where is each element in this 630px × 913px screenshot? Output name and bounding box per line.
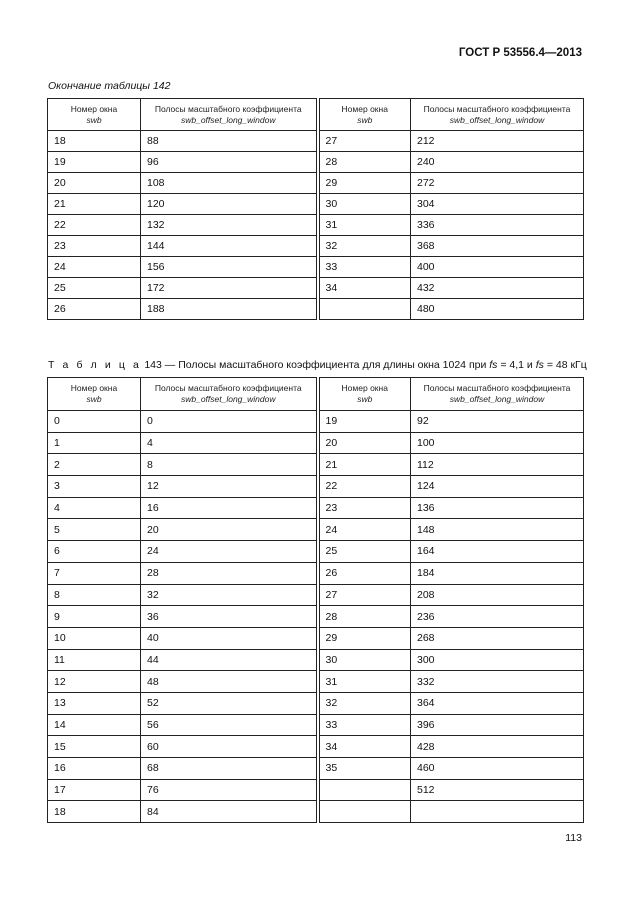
table-row: [48, 194, 584, 215]
cell-band-offset: 268: [411, 627, 584, 649]
cell-band-offset: 208: [411, 584, 584, 606]
table-row: [48, 627, 584, 649]
cell-window-number: 23: [48, 236, 141, 257]
cell-window-number: 21: [48, 194, 141, 215]
column-header-bands: [141, 99, 318, 131]
cell-band-offset: [411, 801, 584, 823]
cell-band-offset: 132: [141, 215, 318, 236]
cell-window-number: 7: [48, 562, 141, 584]
table-header-row: [48, 99, 584, 131]
table-row: [48, 692, 584, 714]
standard-designation: ГОСТ Р 53556.4—2013: [458, 47, 582, 59]
cell-band-offset: 400: [411, 257, 584, 278]
column-header-label: Полосы масштабного коэффициента: [154, 383, 302, 393]
table-row: [48, 152, 584, 173]
table-row: [48, 236, 584, 257]
cell-window-number: 17: [48, 779, 141, 801]
cell-window-number: 3: [48, 476, 141, 498]
table-row: [48, 714, 584, 736]
cell-band-offset: 212: [411, 131, 584, 152]
cell-window-number: 12: [48, 671, 141, 693]
column-header-bands: [411, 378, 584, 411]
cell-window-number: 34: [318, 736, 411, 758]
cell-window-number: 27: [318, 584, 411, 606]
cell-band-offset: 304: [411, 194, 584, 215]
cell-band-offset: 48: [141, 671, 318, 693]
table-row: [48, 584, 584, 606]
column-header-window-number: [318, 99, 411, 131]
column-header-variable: swb_offset_long_window: [449, 114, 545, 125]
cell-band-offset: 88: [141, 131, 318, 152]
cell-band-offset: 428: [411, 736, 584, 758]
cell-window-number: 16: [48, 758, 141, 780]
cell-band-offset: 56: [141, 714, 318, 736]
caption-fs-variable: fs: [489, 359, 498, 371]
table-row: [48, 131, 584, 152]
cell-window-number: [318, 801, 411, 823]
table-row: [48, 519, 584, 541]
cell-window-number: 28: [318, 606, 411, 628]
cell-band-offset: 108: [141, 173, 318, 194]
table-row: [48, 541, 584, 563]
column-header-variable: swb_offset_long_window: [180, 394, 276, 404]
cell-band-offset: 28: [141, 562, 318, 584]
cell-window-number: 13: [48, 692, 141, 714]
column-header-window-number: [318, 378, 411, 411]
cell-window-number: 26: [318, 562, 411, 584]
cell-band-offset: 272: [411, 173, 584, 194]
cell-window-number: 32: [318, 236, 411, 257]
cell-band-offset: 396: [411, 714, 584, 736]
cell-band-offset: 368: [411, 236, 584, 257]
table-142: [47, 98, 584, 320]
cell-band-offset: 188: [141, 299, 318, 320]
column-header-variable: swb_offset_long_window: [449, 394, 545, 404]
cell-band-offset: 164: [411, 541, 584, 563]
column-header-label: Номер окна: [341, 383, 388, 393]
cell-band-offset: 40: [141, 627, 318, 649]
cell-window-number: 24: [318, 519, 411, 541]
caption-fs-variable: fs: [535, 359, 544, 371]
cell-window-number: 22: [48, 215, 141, 236]
column-header-label: Номер окна: [70, 103, 118, 114]
cell-window-number: 9: [48, 606, 141, 628]
column-header-variable: swb: [86, 394, 102, 404]
cell-band-offset: 76: [141, 779, 318, 801]
cell-window-number: 10: [48, 627, 141, 649]
cell-band-offset: 120: [141, 194, 318, 215]
cell-band-offset: 124: [411, 476, 584, 498]
cell-band-offset: 512: [411, 779, 584, 801]
table-row: [48, 671, 584, 693]
caption-fs-value: = 48 кГц: [546, 359, 587, 371]
table-row: [48, 476, 584, 498]
cell-band-offset: 24: [141, 541, 318, 563]
cell-band-offset: 36: [141, 606, 318, 628]
table-row: [48, 278, 584, 299]
column-header-variable: swb: [357, 114, 373, 125]
cell-band-offset: 12: [141, 476, 318, 498]
cell-window-number: [318, 299, 411, 320]
table-143-caption: [48, 359, 587, 371]
column-header-variable: swb: [86, 114, 102, 125]
cell-band-offset: 184: [411, 562, 584, 584]
column-header-label: Полосы масштабного коэффициента: [154, 103, 302, 114]
table-143-body: [48, 411, 584, 823]
table-row: [48, 432, 584, 454]
cell-window-number: 23: [318, 497, 411, 519]
column-header-variable: swb_offset_long_window: [180, 114, 276, 125]
table-row: [48, 215, 584, 236]
cell-window-number: 33: [318, 257, 411, 278]
cell-band-offset: 332: [411, 671, 584, 693]
column-header-bands: [141, 378, 318, 411]
column-header-label: Полосы масштабного коэффициента: [423, 103, 571, 114]
table-row: [48, 454, 584, 476]
cell-window-number: 27: [318, 131, 411, 152]
column-header-bands: [411, 99, 584, 131]
cell-window-number: 19: [48, 152, 141, 173]
table-row: [48, 758, 584, 780]
cell-band-offset: 240: [411, 152, 584, 173]
cell-window-number: 29: [318, 627, 411, 649]
cell-band-offset: 52: [141, 692, 318, 714]
cell-band-offset: 156: [141, 257, 318, 278]
table-row: [48, 411, 584, 433]
table-label: Т а б л и ц а: [48, 359, 142, 371]
cell-band-offset: 432: [411, 278, 584, 299]
cell-window-number: 28: [318, 152, 411, 173]
cell-window-number: 22: [318, 476, 411, 498]
table-row: [48, 606, 584, 628]
cell-band-offset: 136: [411, 497, 584, 519]
cell-window-number: 15: [48, 736, 141, 758]
cell-window-number: 24: [48, 257, 141, 278]
cell-band-offset: 0: [141, 411, 318, 433]
cell-band-offset: 20: [141, 519, 318, 541]
cell-band-offset: 300: [411, 649, 584, 671]
cell-window-number: 30: [318, 649, 411, 671]
table-row: [48, 649, 584, 671]
table-row: [48, 736, 584, 758]
cell-window-number: 2: [48, 454, 141, 476]
table-title: 143 — Полосы масштабного коэффициента для длины окна 1024 при: [144, 359, 487, 371]
cell-band-offset: 148: [411, 519, 584, 541]
cell-window-number: 6: [48, 541, 141, 563]
cell-band-offset: 16: [141, 497, 318, 519]
cell-window-number: 31: [318, 671, 411, 693]
column-header-label: Номер окна: [341, 103, 388, 114]
cell-band-offset: 92: [411, 411, 584, 433]
cell-band-offset: 100: [411, 432, 584, 454]
cell-window-number: 0: [48, 411, 141, 433]
cell-band-offset: 60: [141, 736, 318, 758]
column-header-variable: swb: [357, 394, 373, 404]
table-142-continuation-caption: Окончание таблицы 142: [48, 80, 171, 92]
table-row: [48, 257, 584, 278]
caption-fs-value: = 4,1 и: [500, 359, 533, 371]
cell-band-offset: 364: [411, 692, 584, 714]
cell-window-number: 14: [48, 714, 141, 736]
cell-window-number: 25: [48, 278, 141, 299]
cell-window-number: 25: [318, 541, 411, 563]
cell-band-offset: 172: [141, 278, 318, 299]
cell-window-number: 33: [318, 714, 411, 736]
column-header-label: Полосы масштабного коэффициента: [423, 383, 571, 393]
cell-band-offset: 68: [141, 758, 318, 780]
cell-band-offset: 8: [141, 454, 318, 476]
table-row: [48, 173, 584, 194]
cell-window-number: 4: [48, 497, 141, 519]
cell-window-number: 11: [48, 649, 141, 671]
cell-window-number: 26: [48, 299, 141, 320]
cell-window-number: 21: [318, 454, 411, 476]
cell-band-offset: 32: [141, 584, 318, 606]
cell-window-number: 31: [318, 215, 411, 236]
cell-band-offset: 236: [411, 606, 584, 628]
table-143: [47, 377, 584, 823]
cell-window-number: 30: [318, 194, 411, 215]
cell-band-offset: 336: [411, 215, 584, 236]
cell-band-offset: 480: [411, 299, 584, 320]
cell-band-offset: 460: [411, 758, 584, 780]
cell-window-number: 20: [318, 432, 411, 454]
table-row: [48, 497, 584, 519]
cell-window-number: 18: [48, 131, 141, 152]
cell-window-number: 1: [48, 432, 141, 454]
cell-window-number: 20: [48, 173, 141, 194]
page-number: 113: [565, 832, 582, 844]
cell-window-number: 18: [48, 801, 141, 823]
column-header-label: Номер окна: [70, 383, 118, 393]
table-row: [48, 299, 584, 320]
table-header-row: [48, 378, 584, 411]
table-142-body: [48, 131, 584, 320]
cell-window-number: 32: [318, 692, 411, 714]
cell-band-offset: 96: [141, 152, 318, 173]
cell-window-number: 34: [318, 278, 411, 299]
cell-window-number: 19: [318, 411, 411, 433]
cell-band-offset: 4: [141, 432, 318, 454]
cell-band-offset: 112: [411, 454, 584, 476]
cell-window-number: 8: [48, 584, 141, 606]
column-header-window-number: [48, 99, 141, 131]
cell-window-number: 5: [48, 519, 141, 541]
column-header-window-number: [48, 378, 141, 411]
cell-window-number: 29: [318, 173, 411, 194]
cell-band-offset: 44: [141, 649, 318, 671]
cell-window-number: 35: [318, 758, 411, 780]
table-row: [48, 779, 584, 801]
cell-band-offset: 144: [141, 236, 318, 257]
table-row: [48, 562, 584, 584]
cell-band-offset: 84: [141, 801, 318, 823]
table-row: [48, 801, 584, 823]
cell-window-number: [318, 779, 411, 801]
